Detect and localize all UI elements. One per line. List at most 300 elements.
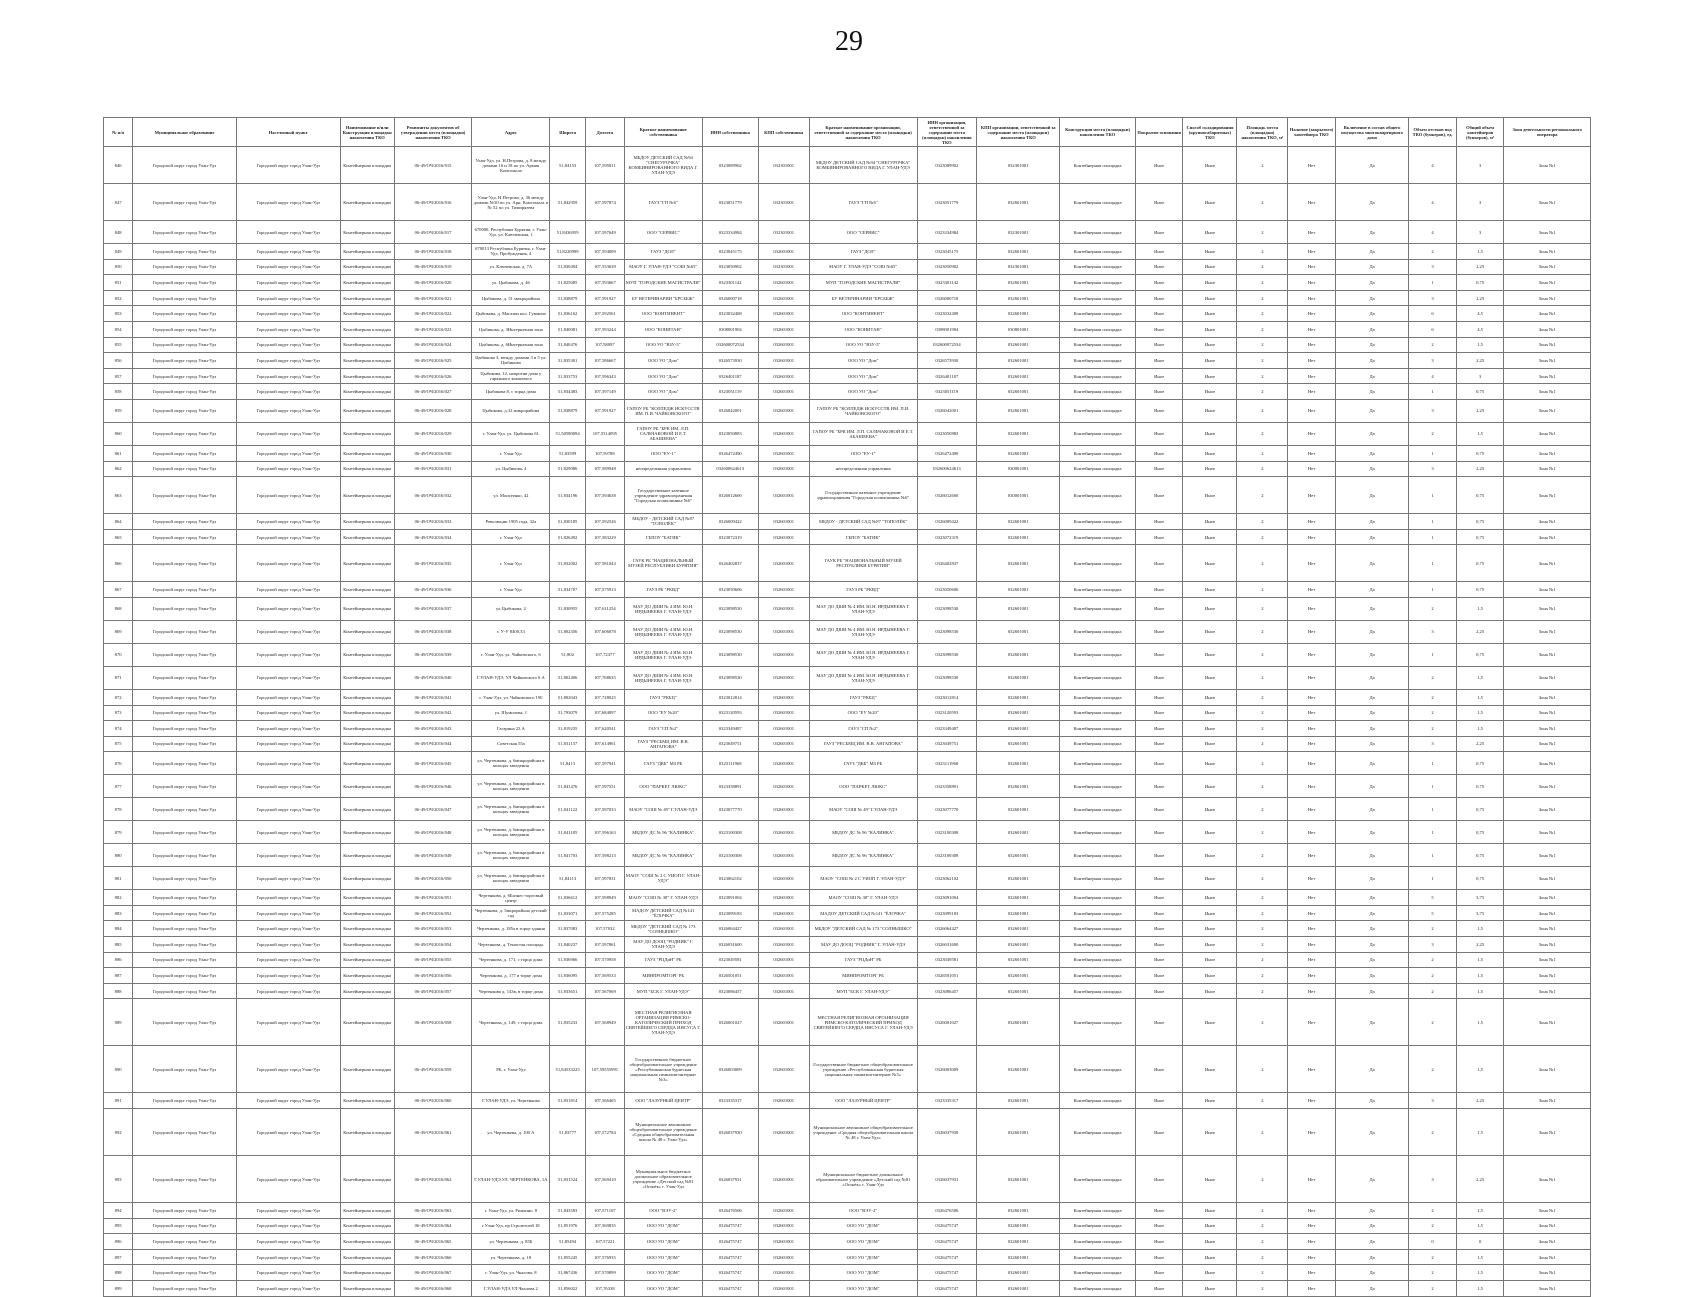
table-cell: Да (1335, 514, 1408, 530)
table-cell: ООО "ЕУ-1" (624, 445, 702, 461)
table-cell: 0323335317 (702, 1093, 758, 1109)
table-cell: 51,83599 (550, 445, 586, 461)
table-cell: 107,606078 (585, 620, 624, 643)
table-cell: Контейнерная площадка (1060, 937, 1136, 953)
table-cell: 2 (1409, 1109, 1457, 1156)
table-cell: Зона №1 (1504, 1265, 1591, 1281)
table-cell: Нет (1288, 620, 1336, 643)
table-cell: 107,597831 (585, 867, 624, 890)
table-cell: Контейнерная площадка (340, 290, 394, 306)
table-cell: Иное (1135, 184, 1183, 221)
table-cell: Да (1335, 736, 1408, 752)
table-cell: 0323072319 (917, 529, 976, 545)
table-cell: Контейнерная площадка (340, 582, 394, 598)
table-cell: 2,25 (1456, 461, 1504, 477)
table-cell: 06-49/ОЧ/2016/056 (394, 968, 472, 984)
table-cell: 06-49/ОЧ/2016/045 (394, 752, 472, 775)
table-cell: Контейнерная площадка (1060, 259, 1136, 275)
table-cell: Зона №1 (1504, 306, 1591, 322)
table-row (104, 1093, 1591, 1109)
table-cell: Городской округ город Улан-Удэ (133, 514, 237, 530)
table-cell: 06-49/ОЧ/2016/033 (394, 514, 472, 530)
table-cell: Цыбикова 8, с торца дома (472, 384, 550, 400)
table-cell: 2 (1237, 937, 1288, 953)
table-cell: Зона №1 (1504, 477, 1591, 514)
table-cell: Городской округ город Улан-Удэ (236, 337, 340, 353)
table-cell: 107,728025 (585, 689, 624, 705)
table-cell: Иное (1183, 999, 1237, 1046)
table-cell: Да (1335, 721, 1408, 737)
table-cell: 0326475747 (702, 1218, 758, 1234)
table-cell: 2 (1409, 337, 1457, 353)
table-cell: 107,593244 (585, 321, 624, 337)
table-cell: 864 (104, 514, 133, 530)
table-cell: Городской округ город Улан-Удэ (133, 1046, 237, 1093)
table-cell: 107,768635 (585, 666, 624, 689)
table-cell: 032601001 (758, 643, 809, 666)
table-cell: Контейнерная площадка (1060, 1265, 1136, 1281)
table-cell: 893 (104, 1156, 133, 1203)
table-cell: 881 (104, 867, 133, 890)
table-cell: Зона №1 (1504, 1281, 1591, 1297)
table-cell: Иное (1183, 752, 1237, 775)
table-cell: Контейнерная площадка (1060, 1281, 1136, 1297)
table-cell: Городской округ город Улан-Удэ (133, 937, 237, 953)
table-cell: Зона №1 (1504, 221, 1591, 244)
table-cell: 2,25 (1456, 736, 1504, 752)
table-cell: Зона №1 (1504, 752, 1591, 775)
table-cell: ООО "ЕУ №20" (624, 705, 702, 721)
table-cell: 3 (1409, 290, 1457, 306)
table-cell: 2 (1237, 1203, 1288, 1219)
table-cell: Городской округ город Улан-Удэ (236, 545, 340, 582)
table-cell: 0326573930 (702, 353, 758, 369)
table-cell: Зона №1 (1504, 259, 1591, 275)
table-cell: 0323050606 (702, 582, 758, 598)
table-cell: 107,592561 (585, 306, 624, 322)
table-cell: Зона №1 (1504, 867, 1591, 890)
table-cell: 0323050883 (917, 422, 976, 445)
table-cell: ГАУЗ "ДОЛ" (809, 244, 917, 260)
table-cell: 032601001 (977, 1218, 1060, 1234)
table-cell: Контейнерная площадка (340, 983, 394, 999)
table-cell: Городской округ город Улан-Удэ (236, 1046, 340, 1093)
table-cell: Нет (1288, 775, 1336, 798)
table-cell: 3 (1456, 221, 1504, 244)
table-cell: 0326031600 (917, 937, 976, 953)
table-cell: Иное (1183, 1046, 1237, 1093)
table-cell: 032601001 (758, 445, 809, 461)
column-header: КПП организации, ответственной за содержание места (площадки) накопления ТКО (977, 118, 1060, 147)
table-cell: Да (1335, 275, 1408, 291)
table-cell: Городской округ город Улан-Удэ (236, 1234, 340, 1250)
table-cell: 032601001 (977, 290, 1060, 306)
table-cell: Городской округ город Улан-Удэ (133, 147, 237, 184)
table-cell: Контейнерная площадка (1060, 1093, 1136, 1109)
table-cell: 107,589948 (585, 461, 624, 477)
table-cell: Контейнерная площадка (340, 844, 394, 867)
table-cell: Городской округ город Улан-Удэ (133, 1109, 237, 1156)
table-row (104, 184, 1591, 221)
table-cell: Контейнерная площадка (1060, 890, 1136, 906)
table-cell: Контейнерная площадка (340, 477, 394, 514)
table-cell: ООО "КОНИТАН" (809, 321, 917, 337)
table-cell: ГАУЗ РБ "РКВД" (809, 582, 917, 598)
table-cell: Иное (1135, 890, 1183, 906)
table-cell: Контейнерная площадка (1060, 422, 1136, 445)
table-cell: МЕСТНАЯ РЕЛИГИОЗНАЯ ОРГАНИЗАЦИЯ РИМСКО-КАТОЛИЧЕСКИЙ ПРИХОД СВЯТЕЙШЕГО СЕРДЦА ИИСУСА Г. УЛАН-УДЭ (809, 999, 917, 1046)
table-cell: Да (1335, 844, 1408, 867)
table-cell: 0323100308 (702, 821, 758, 844)
table-cell: Иное (1135, 353, 1183, 369)
table-cell: 107,569835 (585, 1218, 624, 1234)
table-cell: 107,59555991 (585, 1046, 624, 1093)
table-row (104, 983, 1591, 999)
table-cell: ГАУЗ "РКБЦ" (809, 689, 917, 705)
table-cell: Городской округ город Улан-Удэ (133, 259, 237, 275)
table-cell: 2 (1237, 1281, 1288, 1297)
table-cell: Да (1335, 597, 1408, 620)
table-cell: Иное (1183, 905, 1237, 921)
table-cell: 2 (1237, 184, 1288, 221)
table-cell: Иное (1135, 705, 1183, 721)
table-cell: 032601001 (977, 384, 1060, 400)
table-cell: 032601001 (977, 422, 1060, 445)
table-cell: ООО УО "ДОМ" (809, 1265, 917, 1281)
table-cell: 5 (1409, 905, 1457, 921)
table-cell: Зона №1 (1504, 244, 1591, 260)
table-cell: ГБПОУ "БАТИК" (624, 529, 702, 545)
table-cell: Нет (1288, 184, 1336, 221)
table-cell: Г.УЛАН-УДЭ,УЛ. ЧЕРТЕНКОВА, 1А (472, 1156, 550, 1203)
table-cell: Городской округ город Улан-Удэ (133, 306, 237, 322)
table-cell: 51,836095 (550, 968, 586, 984)
table-cell: 0326475747 (702, 1281, 758, 1297)
table-cell: Городской округ город Улан-Удэ (133, 705, 237, 721)
table-cell: 032601001 (977, 1234, 1060, 1250)
table-cell: Зона №1 (1504, 384, 1591, 400)
page-number: 29 (835, 26, 863, 57)
table-cell: Городской округ город Улан-Удэ (236, 422, 340, 445)
table-cell: 06-49/ОЧ/2016/063 (394, 1203, 472, 1219)
table-cell: Городской округ город Улан-Удэ (133, 952, 237, 968)
table-cell: Иное (1183, 689, 1237, 705)
table-cell: Иное (1135, 259, 1183, 275)
table-cell: 032601001 (977, 620, 1060, 643)
table-cell: 1,5 (1456, 1203, 1504, 1219)
table-cell: 1,5 (1456, 1281, 1504, 1297)
table-cell: Нет (1288, 1046, 1336, 1093)
table-row (104, 1234, 1591, 1250)
table-cell: 2 (1237, 221, 1288, 244)
table-cell: 032601001 (977, 844, 1060, 867)
table-cell: Да (1335, 244, 1408, 260)
column-header: Объем отсеков под ТКО (бункеров), ед. (1409, 118, 1457, 147)
table-cell: ООО "ПАРКЕТ ЛЮКС" (809, 775, 917, 798)
table-cell: 032601001 (977, 1281, 1060, 1297)
table-body (104, 147, 1591, 1297)
table-cell: ООО "КОНИТАН" (624, 321, 702, 337)
table-cell: 51,825085 (550, 275, 586, 291)
table-cell: Нет (1288, 1156, 1336, 1203)
table-cell: Иное (1183, 643, 1237, 666)
table-cell: Городской округ город Улан-Удэ (133, 597, 237, 620)
table-cell: Да (1335, 1203, 1408, 1219)
table-cell: Зона №1 (1504, 705, 1591, 721)
table-cell: 0323051119 (702, 384, 758, 400)
table-cell: ул. Моисеенко, 42 (472, 477, 550, 514)
table-cell: 51,841185 (550, 821, 586, 844)
table-cell: 032600072534 (702, 337, 758, 353)
table-cell: г. Улан-Удэ, ул. Цыбикова 61 (472, 422, 550, 445)
table-cell: Контейнерная площадка (1060, 736, 1136, 752)
table-cell: Городской округ город Улан-Удэ (236, 1156, 340, 1203)
table-cell: Нет (1288, 736, 1336, 752)
table-cell: Зона №1 (1504, 1156, 1591, 1203)
table-cell: Городской округ город Улан-Удэ (133, 582, 237, 598)
table-cell: ООО УО "Дом" (809, 353, 917, 369)
table-cell: 890 (104, 1046, 133, 1093)
table-cell: Контейнерная площадка (1060, 952, 1136, 968)
table-cell: 51,84533225 (550, 1046, 586, 1093)
table-cell: 2 (1237, 1265, 1288, 1281)
table-cell: 107,72377 (585, 643, 624, 666)
table-cell: 2 (1409, 983, 1457, 999)
table-cell: 51,836612 (550, 890, 586, 906)
table-cell: 032601001 (758, 666, 809, 689)
table-cell: Контейнерная площадка (1060, 775, 1136, 798)
table-cell: Зона №1 (1504, 666, 1591, 689)
table-cell: Нет (1288, 752, 1336, 775)
table-cell: ООО УО "ВЗУ-5" (809, 337, 917, 353)
table-cell: Городской округ город Улан-Удэ (236, 321, 340, 337)
table-cell: ГАУЗ "ГП №6" (809, 184, 917, 221)
table-cell: 895 (104, 1218, 133, 1234)
table-cell: Иное (1183, 721, 1237, 737)
table-cell: 896 (104, 1234, 133, 1250)
table-cell: 030001001 (977, 461, 1060, 477)
table-row (104, 353, 1591, 369)
table-cell: Контейнерная площадка (1060, 721, 1136, 737)
table-cell: Контейнерная площадка (340, 529, 394, 545)
table-cell: 3 (1409, 461, 1457, 477)
table-cell: 032601001 (758, 1046, 809, 1093)
table-cell: 4,5 (1456, 321, 1504, 337)
table-cell: 2 (1409, 666, 1457, 689)
table-cell: Цыбикова, д. Магазин кол. Гуммиле (472, 306, 550, 322)
table-cell: Городской округ город Улан-Удэ (236, 221, 340, 244)
table-cell: 51,83777 (550, 1109, 586, 1156)
table-cell: 032601001 (758, 597, 809, 620)
table-cell: Иное (1135, 1218, 1183, 1234)
table-cell: 032601001 (758, 399, 809, 422)
table-cell: МАОУ "СОШ № 49" Г.УЛАН-УДЭ (809, 798, 917, 821)
table-cell: 875 (104, 736, 133, 752)
table-cell: Да (1335, 983, 1408, 999)
table-cell: Контейнерная площадка (1060, 1156, 1136, 1203)
table-cell: Городской округ город Улан-Удэ (236, 1265, 340, 1281)
table-cell: 06-49/ОЧ/2016/022 (394, 306, 472, 322)
table-row (104, 999, 1591, 1046)
table-cell: 859 (104, 399, 133, 422)
table-cell: 670000, Республика Бурятия, г. Улан-Удэ, ул. Ключевская, 1 (472, 221, 550, 244)
table-cell: неопределенная управления (624, 461, 702, 477)
table-cell: Зона №1 (1504, 1249, 1591, 1265)
table-cell: 2 (1237, 798, 1288, 821)
table-cell: Контейнерная площадка (340, 775, 394, 798)
table-cell: 2 (1237, 477, 1288, 514)
table-cell: Иное (1183, 666, 1237, 689)
table-cell: 853 (104, 306, 133, 322)
table-row (104, 384, 1591, 400)
table-cell: Г.УЛАН-УДЭ,УЛ.Чкалова 2 (472, 1281, 550, 1297)
table-cell: неопределенная управления (809, 461, 917, 477)
table-cell: 1 (1409, 844, 1457, 867)
table-cell: 107,575285 (585, 905, 624, 921)
table-cell: 51,833071 (550, 905, 586, 921)
table-cell: 51,838879 (550, 399, 586, 422)
table-cell: Иное (1183, 306, 1237, 322)
table-cell: 51,830185 (550, 514, 586, 530)
table-cell: 1 (1409, 775, 1457, 798)
table-cell: 2 (1237, 1093, 1288, 1109)
table-cell: МБДОУ ДС № 96 "КАЛИНКА" (809, 844, 917, 867)
table-cell: Иное (1183, 321, 1237, 337)
table-cell: МУП "БСК Г. УЛАН-УДЭ" (809, 983, 917, 999)
table-cell: Контейнерная площадка (340, 1046, 394, 1093)
table-cell: Нет (1288, 905, 1336, 921)
table-cell: 06-49/ОЧ/2016/035 (394, 545, 472, 582)
table-cell: Иное (1135, 1265, 1183, 1281)
table-cell: Нет (1288, 597, 1336, 620)
table-cell: 06-49/ОЧ/2016/041 (394, 689, 472, 705)
table-cell: 885 (104, 937, 133, 953)
table-cell: Контейнерная площадка (1060, 905, 1136, 921)
table-cell: Иное (1135, 1281, 1183, 1297)
table-cell: 030801001 (977, 321, 1060, 337)
table-cell: Иное (1135, 1093, 1183, 1109)
table-cell: Нет (1288, 353, 1336, 369)
table-cell: 107,611254 (585, 597, 624, 620)
table-cell: 0326475747 (702, 1249, 758, 1265)
column-header: Краткое наименование организации, ответственной за содержание места (площадки) накопления ТКО (809, 118, 917, 147)
table-cell: 2 (1409, 1265, 1457, 1281)
table-cell: Да (1335, 545, 1408, 582)
table-cell: 107,569410 (585, 1156, 624, 1203)
table-cell: Государственное казенное учреждение здравоохранения "Городская поликлиника №6" (624, 477, 702, 514)
table-cell: 0,75 (1456, 275, 1504, 291)
table-cell: ООО "ЕУ-1" (809, 445, 917, 461)
table-cell: 51,826492 (550, 529, 586, 545)
table-cell: Городской округ город Улан-Удэ (133, 905, 237, 921)
table-cell: Контейнерная площадка (340, 384, 394, 400)
table-cell: ул. Чертенкова, д. 6микрорайона в кольцах заведения (472, 867, 550, 890)
table-cell: 1,5 (1456, 666, 1504, 689)
table-cell: 032601001 (758, 999, 809, 1046)
table-cell: Контейнерная площадка (340, 821, 394, 844)
table-cell: Контейнерная площадка (1060, 798, 1136, 821)
table-cell: Гагарина 23 А (472, 721, 550, 737)
table-cell: 032601001 (758, 337, 809, 353)
table-cell: Контейнерная площадка (340, 905, 394, 921)
table-cell: Контейнерная площадка (340, 1234, 394, 1250)
table-cell: 888 (104, 983, 133, 999)
table-cell: Нет (1288, 844, 1336, 867)
table-cell: Цыбикова, 12, напротив дома у гаражного комплекса (472, 368, 550, 384)
table-cell: 1 (1409, 752, 1457, 775)
table-cell: ГАУК РБ "НАЦИОНАЛЬНЫЙ МУЗЕЙ РЕСПУБЛИКИ БУРЯТИЯ" (809, 545, 917, 582)
table-cell: Контейнерная площадка (1060, 1046, 1136, 1093)
table-cell: 2 (1237, 620, 1288, 643)
table-cell: 0326501051 (917, 968, 976, 984)
table-cell: 1,5 (1456, 968, 1504, 984)
table-cell: 0,75 (1456, 775, 1504, 798)
table-cell: Зона №1 (1504, 736, 1591, 752)
table-cell: 0326476506 (917, 1203, 976, 1219)
table-cell: 0326003009 (917, 1046, 976, 1093)
table-cell: 107,581043 (585, 545, 624, 582)
table-cell: МБДОУ ДЕТСКИЙ САД №94 "СНЕГУРОЧКА" КОМБИНИРОВАННОГО ВИДА Г. УЛАН-УДЭ (809, 147, 917, 184)
table-cell: Городской округ город Улан-Удэ (236, 259, 340, 275)
table-cell: Контейнерная площадка (1060, 445, 1136, 461)
table-cell: Контейнерная площадка (1060, 337, 1136, 353)
table-cell: 3 (1409, 620, 1457, 643)
table-cell: 894 (104, 1203, 133, 1219)
table-cell: 51,838879 (550, 290, 586, 306)
table-cell: ГАУЗ "РЦДиН" РБ (624, 952, 702, 968)
table-cell: Зона №1 (1504, 821, 1591, 844)
table-cell: Государственное бюджетное общеобразовательное учреждение «Республиканская бурятская национальная гимназия-интернат №3» (809, 1046, 917, 1093)
table-cell: 06-49/ОЧ/2016/067 (394, 1265, 472, 1281)
table-cell: 51,836966 (550, 952, 586, 968)
table-cell: Цыбикова, д. 51 микрорайона (472, 290, 550, 306)
table-cell: 107,597874 (585, 184, 624, 221)
table-cell: 51,834707 (550, 582, 586, 598)
table-cell: 51,840237 (550, 937, 586, 953)
table-cell: 1 (1409, 384, 1457, 400)
table-cell: 0323100308 (917, 844, 976, 867)
table-cell: 4 (1409, 221, 1457, 244)
table-cell: Городской округ город Улан-Удэ (236, 921, 340, 937)
table-cell: г. Улан-Удэ, ул. Ринчино, 8 (472, 1203, 550, 1219)
table-cell: 06-49/ОЧ/2016/060 (394, 1093, 472, 1109)
table-cell: 3 (1409, 259, 1457, 275)
table-cell: Иное (1135, 1249, 1183, 1265)
table-cell: Контейнерная площадка (1060, 321, 1136, 337)
table-cell: 51,841122 (550, 798, 586, 821)
table-row (104, 1156, 1591, 1203)
table-cell: 032601001 (758, 937, 809, 953)
table-cell: 1,5 (1456, 1265, 1504, 1281)
table-cell: Контейнерная площадка (340, 147, 394, 184)
table-cell: 51,830955 (550, 597, 586, 620)
table-cell: 06-49/ОЧ/2016/021 (394, 290, 472, 306)
table-cell: Зона №1 (1504, 983, 1591, 999)
table-cell: 2 (1409, 244, 1457, 260)
table-cell: Городской округ город Улан-Удэ (133, 689, 237, 705)
table-cell: 6 (1409, 321, 1457, 337)
table-cell: 032601001 (758, 461, 809, 477)
table-cell: 51,841476 (550, 775, 586, 798)
table-cell: Зона №1 (1504, 798, 1591, 821)
table-cell: 0323091004 (917, 890, 976, 906)
table-cell: Контейнерная площадка (340, 643, 394, 666)
table-cell: Иное (1135, 937, 1183, 953)
table-cell: Контейнерная площадка (1060, 1109, 1136, 1156)
table-cell: ООО УО "ДОМ" (809, 1249, 917, 1265)
table-cell: ООО "ПАРКЕТ ЛЮКС" (624, 775, 702, 798)
table-cell: 0326000718 (702, 290, 758, 306)
